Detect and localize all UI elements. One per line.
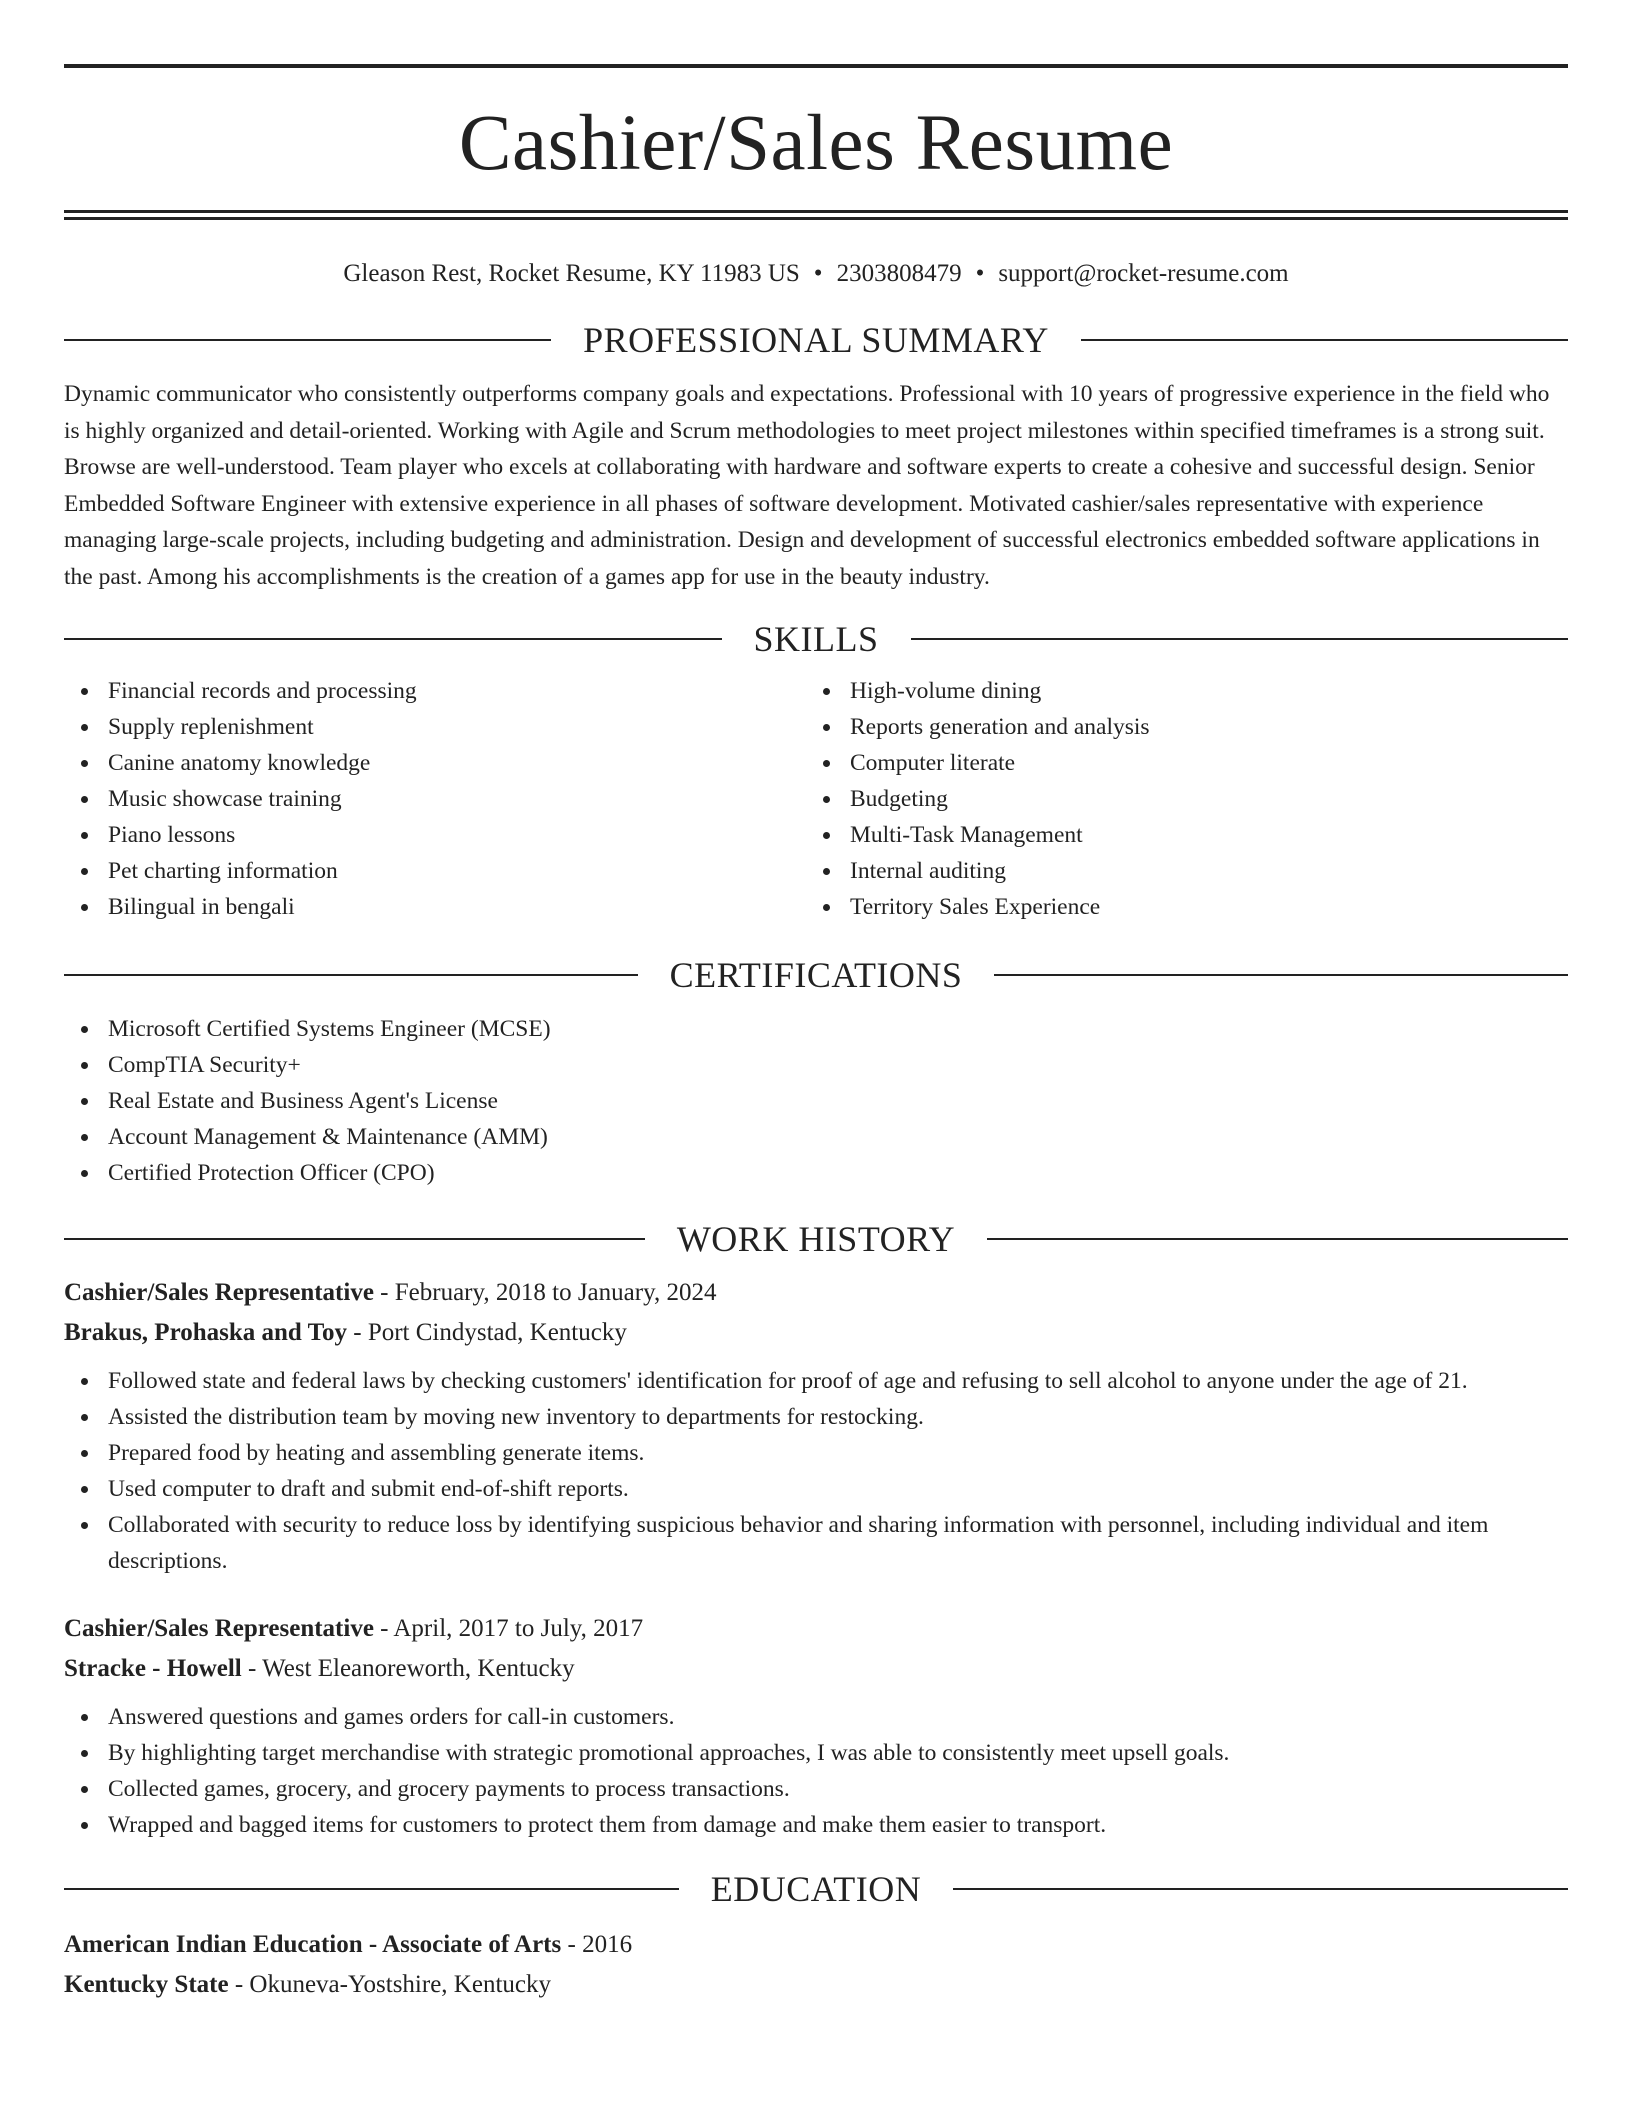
job-location: Port Cindystad, Kentucky — [367, 1319, 627, 1346]
job-title: Cashier/Sales Representative — [64, 1279, 374, 1306]
education-entry — [64, 1925, 1568, 2005]
contact-line — [64, 254, 1568, 294]
skill-item: Bilingual in bengali — [108, 889, 806, 925]
heading-rule-left — [64, 1888, 679, 1890]
certification-item: Certified Protection Officer (CPO) — [108, 1155, 1568, 1191]
certification-item: Account Management & Maintenance (AMM) — [108, 1119, 1568, 1155]
resume-title: Cashier/Sales Resume — [458, 100, 1174, 187]
dash: - — [353, 1319, 362, 1346]
education-list — [64, 1925, 1568, 2005]
section-title: EDUCATION — [710, 1869, 922, 1909]
section-heading-skills — [64, 615, 1568, 663]
heading-rule-right — [1081, 339, 1568, 341]
section-heading-education — [64, 1865, 1568, 1913]
skills-column-left — [64, 673, 806, 925]
summary-text: Dynamic communicator who consistently outperforms company goals and expectations. Professional with 10 years of progressive experience in the field who is highly organized and detail-oriented. Working with Agile and Scrum methodologies to meet project milestones within specified timeframes is a strong suit. Browse are well-understood. Team player who excels at collaborating with hardware and software experts to create a cohesive and successful design. Senior Embedded Software Engineer with extensive experience in all phases of software development. Motivated cashier/sales representative with experience managing large-scale projects, including budgeting and administration. Design and development of successful electronics embedded software applications in the past. Among his accomplishments is the creation of a games app for use in the beauty industry. — [64, 381, 1550, 590]
job-bullets — [64, 1363, 1568, 1579]
dash: - — [234, 1971, 244, 1998]
skill-item: Computer literate — [850, 745, 1548, 781]
heading-rule-right — [911, 638, 1569, 640]
heading-rule-left — [64, 1238, 645, 1240]
skills-list — [64, 673, 1568, 925]
skill-item: Music showcase training — [108, 781, 806, 817]
dash: - — [567, 1931, 576, 1958]
job-company-line — [64, 1649, 1568, 1689]
dash: - — [247, 1655, 257, 1682]
heading-rule-right — [953, 1888, 1568, 1890]
skill-item: Supply replenishment — [108, 709, 806, 745]
header-double-rule — [64, 210, 1568, 220]
section-title: CERTIFICATIONS — [669, 955, 963, 995]
contact-phone: 2303808479 — [836, 260, 962, 287]
education-year: 2016 — [582, 1931, 633, 1958]
job-location: West Eleanoreworth, Kentucky — [262, 1655, 575, 1682]
skills-column-right — [806, 673, 1548, 925]
skill-item: Reports generation and analysis — [850, 709, 1548, 745]
skill-item: Piano lessons — [108, 817, 806, 853]
job-bullet: Collaborated with security to reduce loss by identifying suspicious behavior and sharing information with personnel, including individual and item descriptions. — [108, 1507, 1568, 1579]
contact-address: Gleason Rest, Rocket Resume, KY 11983 US — [343, 260, 800, 287]
job-bullet: Followed state and federal laws by checking customers' identification for proof of age and refusing to sell alcohol to anyone under the age of 21. — [108, 1363, 1568, 1399]
education-degree-line — [64, 1925, 1568, 1965]
job-title: Cashier/Sales Representative — [64, 1615, 374, 1642]
job-bullet: Answered questions and games orders for call-in customers. — [108, 1699, 1568, 1735]
certification-item: Microsoft Certified Systems Engineer (MCSE) — [108, 1011, 1568, 1047]
skill-item: Internal auditing — [850, 853, 1548, 889]
skill-item: Multi-Task Management — [850, 817, 1548, 853]
job-company: Brakus, Prohaska and Toy — [64, 1319, 347, 1346]
job-bullet: Collected games, grocery, and grocery payments to process transactions. — [108, 1771, 1568, 1807]
education-degree: American Indian Education - Associate of Arts — [64, 1931, 562, 1958]
job-bullet: By highlighting target merchandise with strategic promotional approaches, I was able to consistently meet upsell goals. — [108, 1735, 1568, 1771]
job-dates: February, 2018 to January, 2024 — [394, 1279, 717, 1306]
header-top-rule — [64, 64, 1568, 68]
heading-rule-left — [64, 974, 638, 976]
certification-item: CompTIA Security+ — [108, 1047, 1568, 1083]
contact-email[interactable]: support@rocket-resume.com — [998, 260, 1289, 287]
job-bullet: Assisted the distribution team by moving new inventory to departments for restocking. — [108, 1399, 1568, 1435]
job-title-line — [64, 1273, 1568, 1313]
dash: - — [380, 1279, 389, 1306]
skill-item: High-volume dining — [850, 673, 1548, 709]
resume-page — [64, 64, 1568, 2005]
job-entry — [64, 1609, 1568, 1843]
work-history-list — [64, 1273, 1568, 1843]
section-heading-summary — [64, 316, 1568, 364]
skill-item: Territory Sales Experience — [850, 889, 1548, 925]
section-title: SKILLS — [753, 619, 879, 659]
contact-separator: • — [975, 260, 985, 287]
section-heading-certifications — [64, 951, 1568, 999]
skill-item: Canine anatomy knowledge — [108, 745, 806, 781]
heading-rule-right — [987, 1238, 1568, 1240]
heading-rule-left — [64, 339, 551, 341]
heading-rule-left — [64, 638, 722, 640]
job-dates: April, 2017 to July, 2017 — [393, 1615, 644, 1642]
section-heading-work — [64, 1215, 1568, 1263]
heading-rule-right — [994, 974, 1568, 976]
skill-item: Budgeting — [850, 781, 1548, 817]
job-bullet: Wrapped and bagged items for customers to protect them from damage and make them easier to transport. — [108, 1807, 1568, 1843]
job-bullet: Prepared food by heating and assembling generate items. — [108, 1435, 1568, 1471]
section-title: WORK HISTORY — [676, 1219, 956, 1259]
job-title-line — [64, 1609, 1568, 1649]
job-company-line — [64, 1313, 1568, 1353]
dash: - — [380, 1615, 389, 1642]
job-entry — [64, 1273, 1568, 1579]
education-institution: Kentucky State — [64, 1971, 229, 1998]
education-institution-line — [64, 1965, 1568, 2005]
certification-item: Real Estate and Business Agent's License — [108, 1083, 1568, 1119]
contact-separator: • — [813, 260, 823, 287]
skill-item: Financial records and processing — [108, 673, 806, 709]
skill-item: Pet charting information — [108, 853, 806, 889]
job-company: Stracke - Howell — [64, 1655, 242, 1682]
certifications-list — [64, 1011, 1568, 1191]
job-bullets — [64, 1699, 1568, 1843]
section-title: PROFESSIONAL SUMMARY — [583, 320, 1049, 360]
job-bullet: Used computer to draft and submit end-of-shift reports. — [108, 1471, 1568, 1507]
education-location: Okuneva-Yostshire, Kentucky — [249, 1971, 551, 1998]
